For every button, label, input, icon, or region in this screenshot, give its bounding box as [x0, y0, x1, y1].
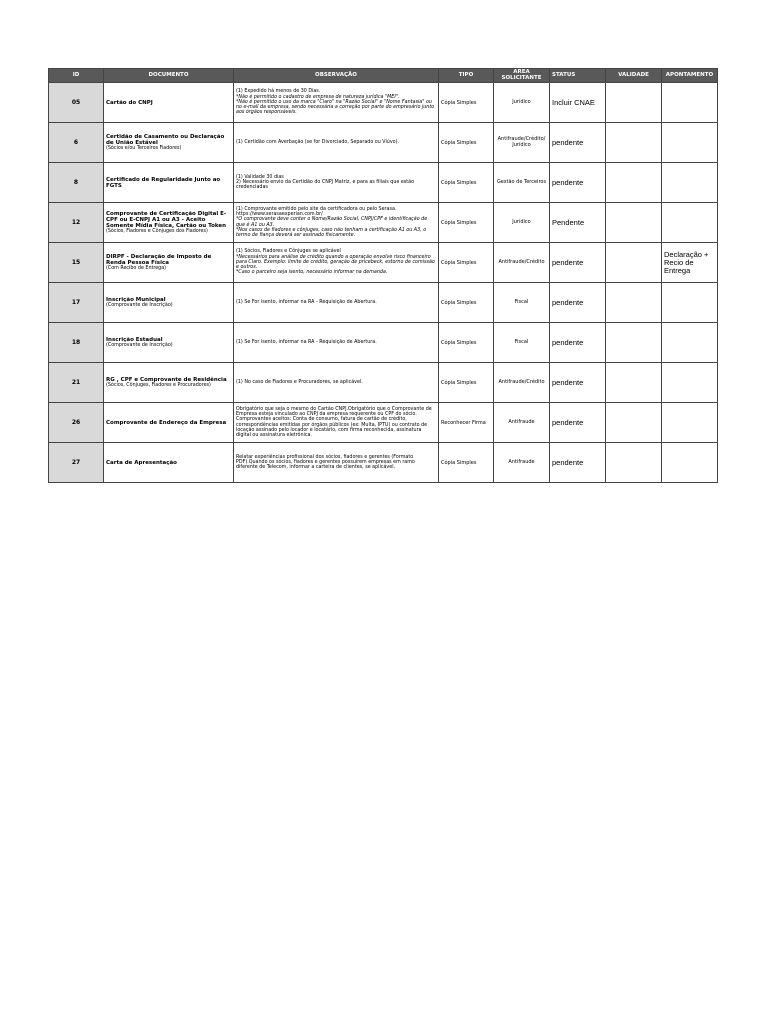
row-validade[interactable] [606, 123, 662, 163]
row-documento[interactable] [104, 243, 234, 283]
observation-line: (1) Se For isento, informar na RA - Requisição de Abertura. [236, 299, 377, 305]
observation-line: Obrigatório que seja o mesmo do Cartão CNPJ.Obrigatório que o Comprovante de Empresa esteja vinculado ao CNPJ da empresa requerente ou CPF do sócio. Comprovantes aceitos: Conta de consumo, fatura de cartão de crédito, correspondências emitidas por órgãos públicos (ex: Multa, IPTU) ou contrato de locação assinado pelo locador e locatário, com firma reconhecida, assinatura digital ou assinatura eletrônica. [236, 406, 432, 438]
row-id[interactable]: 26 [49, 403, 104, 443]
row-observacao[interactable] [234, 123, 439, 163]
row-documento[interactable] [104, 283, 234, 323]
row-status[interactable]: Incluir CNAE [550, 83, 606, 123]
row-area[interactable]: Fiscal [494, 323, 550, 363]
table-row [49, 283, 718, 323]
row-documento[interactable] [104, 323, 234, 363]
table-row [49, 363, 718, 403]
row-tipo[interactable]: Cópia Simples [439, 323, 494, 363]
row-observacao[interactable] [234, 283, 439, 323]
observation-line: *O comprovante deve conter o Nome/Razão Social, CNPJ/CPF e identificação de que é A1 ou A3. [236, 217, 428, 228]
row-status[interactable]: pendente [550, 283, 606, 323]
observation-line: *Não é permitido o uso da marca "Claro" na "Razão Social" e "Nome Fantasia" ou no e-mail da empresa, sendo necessária a correção por parte do empresário junto aos órgãos responsáveis. [236, 99, 435, 116]
row-apontamento[interactable] [662, 363, 718, 403]
row-id[interactable]: 05 [49, 83, 104, 123]
document-subtitle: (Comprovante de Inscrição) [106, 342, 173, 348]
row-validade[interactable] [606, 403, 662, 443]
document-subtitle: (Sócios e/ou Terceiros Fiadores) [106, 145, 182, 151]
row-apontamento[interactable]: Declaração + Recio de Entrega [662, 243, 718, 283]
document-title: Certificado de Regularidade Junto ao FGTS [106, 176, 221, 189]
row-id[interactable]: 8 [49, 163, 104, 203]
row-validade[interactable] [606, 323, 662, 363]
row-validade[interactable] [606, 83, 662, 123]
row-apontamento[interactable] [662, 83, 718, 123]
table-row [49, 403, 718, 443]
header-id: ID [49, 69, 104, 83]
row-tipo[interactable]: Cópia Simples [439, 443, 494, 483]
table-row [49, 243, 718, 283]
document-subtitle: (Com Recibo de Entrega) [106, 265, 167, 271]
table-row [49, 323, 718, 363]
row-status[interactable]: pendente [550, 123, 606, 163]
observation-line: (1) No caso de Fiadores e Procuradores, se aplicável. [236, 379, 363, 385]
document-title: DIRPF - Declaração de Imposto de Renda Pessoa Física [106, 253, 212, 266]
row-validade[interactable] [606, 363, 662, 403]
row-observacao[interactable] [234, 363, 439, 403]
table-row [49, 123, 718, 163]
row-documento[interactable] [104, 443, 234, 483]
header-apontamento: APONTAMENTO [662, 69, 718, 83]
observation-line: *Não é permitido o cadastro de empresa de natureza jurídica "MEI". [236, 94, 400, 100]
row-documento[interactable] [104, 363, 234, 403]
row-validade[interactable] [606, 243, 662, 283]
table-header [49, 69, 718, 83]
row-status[interactable]: pendente [550, 163, 606, 203]
row-documento[interactable] [104, 163, 234, 203]
row-documento[interactable] [104, 403, 234, 443]
row-area[interactable]: Jurídico [494, 83, 550, 123]
header-status: STATUS [550, 69, 606, 83]
row-status[interactable]: pendente [550, 403, 606, 443]
row-apontamento[interactable] [662, 443, 718, 483]
row-apontamento[interactable] [662, 403, 718, 443]
header-tipo: TIPO [439, 69, 494, 83]
row-area[interactable]: Antifraude [494, 403, 550, 443]
header-observacao: OBSERVAÇÃO [234, 69, 439, 83]
header-documento: DOCUMENTO [104, 69, 234, 83]
document-title: Certidão de Casamento ou Declaração de União Estável [106, 133, 225, 146]
row-validade[interactable] [606, 283, 662, 323]
row-id[interactable]: 27 [49, 443, 104, 483]
row-tipo[interactable]: Cópia Simples [439, 83, 494, 123]
row-observacao[interactable] [234, 83, 439, 123]
row-id[interactable]: 21 [49, 363, 104, 403]
document-title: Inscrição Estadual [106, 336, 163, 343]
row-validade[interactable] [606, 203, 662, 243]
document-subtitle: (Comprovante de Inscrição) [106, 302, 173, 308]
document-title: Comprovante de Endereço da Empresa [106, 419, 227, 426]
table-body [49, 83, 718, 483]
row-status[interactable]: Pendente [550, 203, 606, 243]
row-apontamento[interactable] [662, 123, 718, 163]
row-id[interactable]: 17 [49, 283, 104, 323]
row-tipo[interactable]: Cópia Simples [439, 163, 494, 203]
table-row [49, 443, 718, 483]
row-documento[interactable] [104, 83, 234, 123]
row-status[interactable]: pendente [550, 323, 606, 363]
row-apontamento[interactable] [662, 163, 718, 203]
row-status[interactable]: pendente [550, 243, 606, 283]
observation-line: (1) Validade 30 dias [236, 174, 284, 180]
documents-table [48, 68, 718, 483]
row-id[interactable]: 12 [49, 203, 104, 243]
row-apontamento[interactable] [662, 283, 718, 323]
row-observacao[interactable] [234, 243, 439, 283]
row-tipo[interactable]: Cópia Simples [439, 243, 494, 283]
row-observacao[interactable] [234, 443, 439, 483]
table-row [49, 163, 718, 203]
observation-line: *Caso o parceiro seja isento, necessário informar na demanda. [236, 270, 388, 276]
row-area[interactable]: Gestão de Terceiros [494, 163, 550, 203]
document-subtitle: (Sócios, Fiadores e Cônjuges dos Fiadores) [106, 228, 208, 234]
row-validade[interactable] [606, 163, 662, 203]
document-title: Inscrição Municipal [106, 296, 166, 303]
row-id[interactable]: 6 [49, 123, 104, 163]
row-tipo[interactable]: Cópia Simples [439, 203, 494, 243]
row-status[interactable]: pendente [550, 443, 606, 483]
row-area[interactable]: Antifraude/Crédito [494, 243, 550, 283]
row-observacao[interactable] [234, 323, 439, 363]
header-validade: VALIDADE [606, 69, 662, 83]
observation-line: 2) Necessário envio da Certidão do CNPJ Matriz, e para as filiais que estão credenciadas [236, 179, 415, 191]
row-tipo[interactable]: Cópia Simples [439, 283, 494, 323]
observation-line: *Necessários para análise de crédito quando a operação envolve risco financeiro para Claro. Exemplo: limite de crédito, geração de pricebeck, estorno de comissão e outros. [236, 254, 435, 271]
observation-line: *Nos casos de fiadores e cônjuges, caso não tenham a certificação A1 ou A3, o termo de fiança deverá ser assinado fisicamente. [236, 227, 427, 238]
table-row [49, 83, 718, 123]
row-observacao[interactable] [234, 163, 439, 203]
header-area: ÁREA SOLICITANTE [494, 69, 550, 83]
observation-line: (1) Certidão com Averbação (se for Divorciado, Separado ou Viúvo). [236, 139, 399, 145]
observation-line: https://www.serasaexperian.com.br/ [236, 212, 323, 218]
row-validade[interactable] [606, 443, 662, 483]
row-apontamento[interactable] [662, 323, 718, 363]
table-row [49, 203, 718, 243]
document-title: RG , CPF e Comprovante de Residência [106, 376, 227, 383]
observation-line: (1) Sócios, Fiadores e Cônjuges se aplicável [236, 249, 341, 255]
row-tipo[interactable]: Cópia Simples [439, 123, 494, 163]
row-area[interactable]: Antifraude/Crédito/ Jurídico [494, 123, 550, 163]
observation-line: (1) Expedido há menos de 30 Dias. [236, 89, 321, 95]
row-id[interactable]: 18 [49, 323, 104, 363]
row-documento[interactable] [104, 123, 234, 163]
row-area[interactable]: Antifraude [494, 443, 550, 483]
observation-line: (1) Se For isento, informar na RA - Requisição de Abertura. [236, 339, 377, 345]
document-title: Cartão do CNPJ [106, 99, 153, 106]
document-title: Carta de Apresentação [106, 459, 177, 466]
row-status[interactable]: pendente [550, 363, 606, 403]
row-tipo[interactable]: Cópia Simples [439, 363, 494, 403]
observation-line: (1) Comprovante emitido pelo site da certificadora ou pelo Serasa. [236, 206, 397, 212]
row-area[interactable]: Antifraude/Crédito [494, 363, 550, 403]
row-apontamento[interactable] [662, 203, 718, 243]
row-area[interactable]: Fiscal [494, 283, 550, 323]
row-id[interactable]: 15 [49, 243, 104, 283]
row-documento[interactable] [104, 203, 234, 243]
row-tipo[interactable]: Reconhecer Firma [439, 403, 494, 443]
document-subtitle: (Sócios, Cônjuges, Fiadores e Procuradores) [106, 382, 211, 388]
row-area[interactable]: Jurídico [494, 203, 550, 243]
document-title: Comprovante de Certificação Digital E-CPF ou E-CNPJ A1 ou A3 - Aceito Somente Mídia Física, Cartão ou Token [106, 210, 227, 229]
observation-line: Relatar experiências profissional dos sócios, fiadores e gerentes (Formato PDF).Quando os sócios, fiadores e gerentes possuírem empresas em ramo diferente de Telecom, informar a carteira de clientes, se aplicável. [236, 454, 415, 471]
row-observacao[interactable] [234, 403, 439, 443]
row-observacao[interactable] [234, 203, 439, 243]
